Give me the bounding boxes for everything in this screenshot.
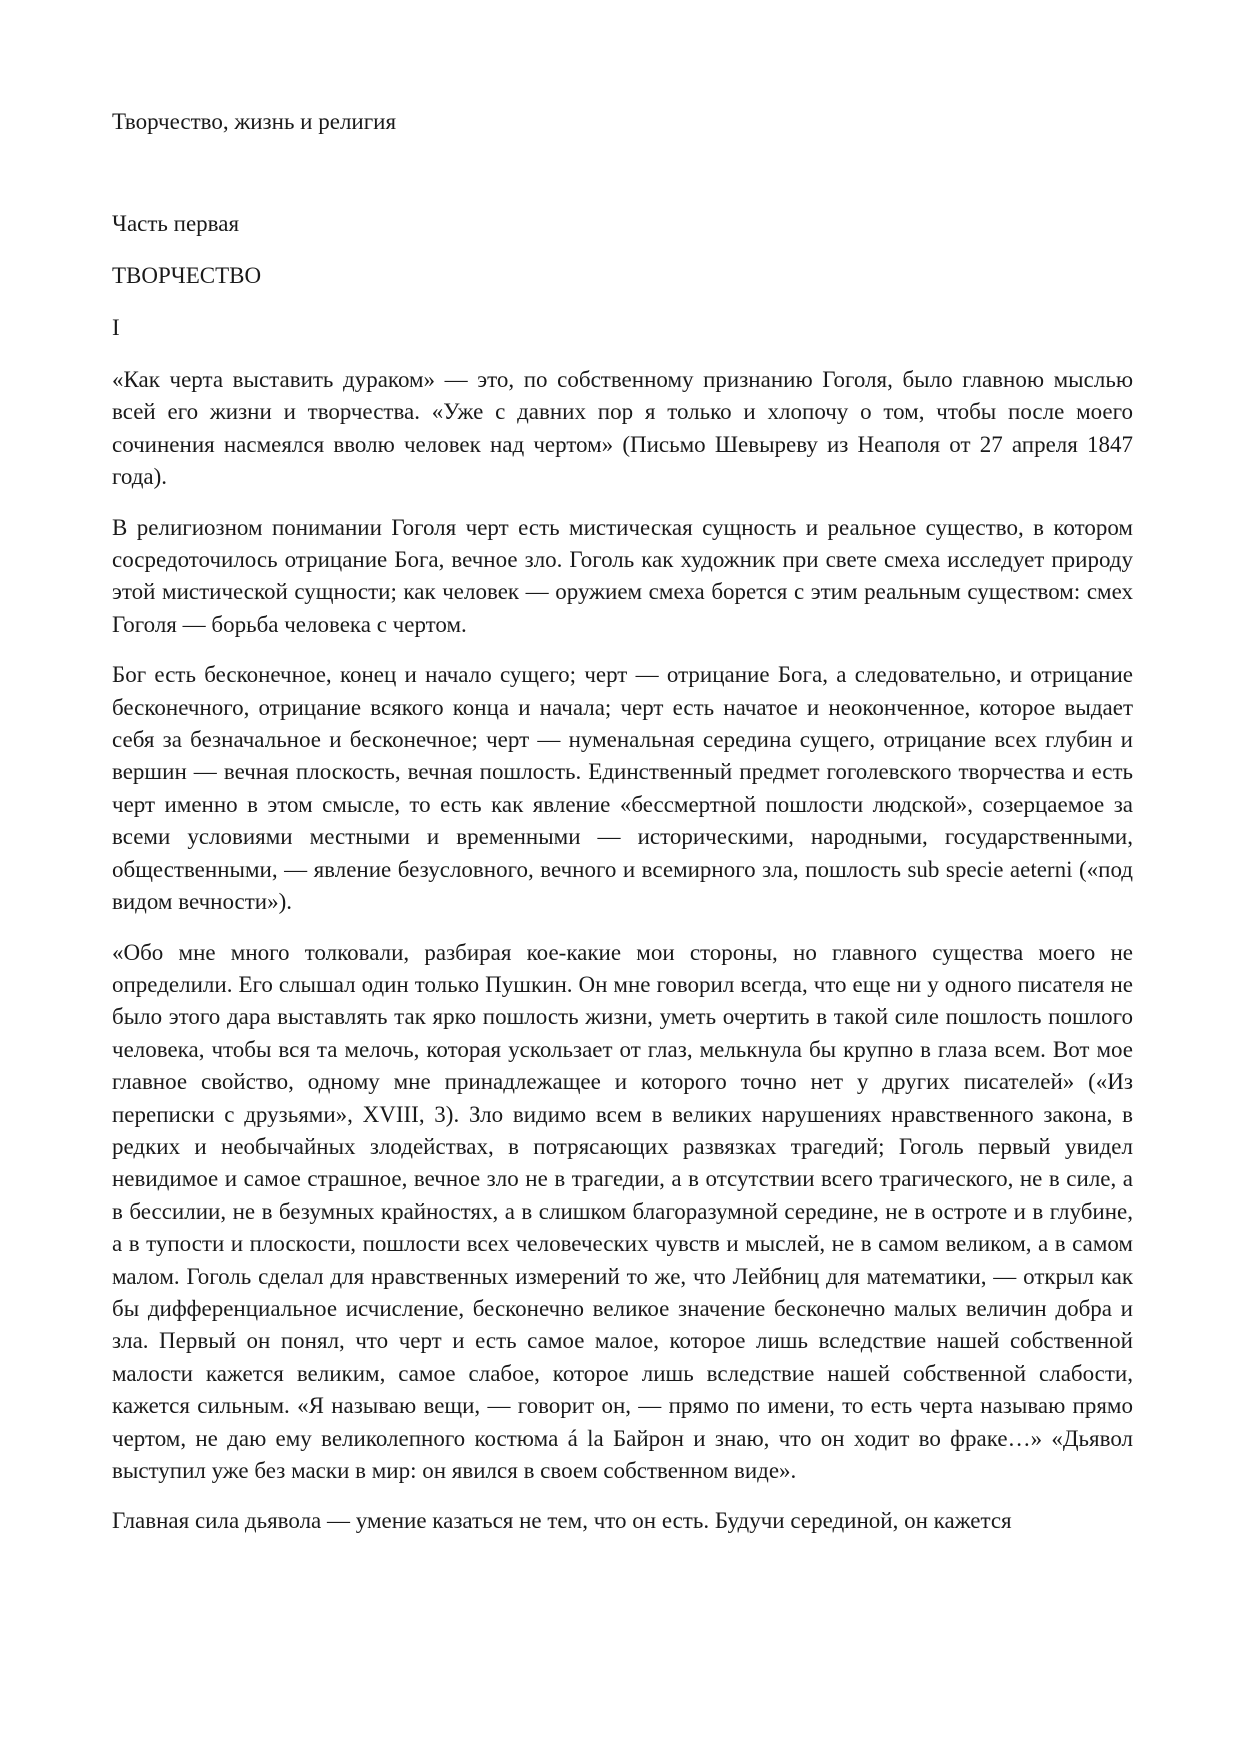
chapter-number: I — [112, 315, 120, 340]
paragraph: В религиозном понимании Гоголя черт есть мистическая сущность и реальное существо, в котором сосредоточилось отрицание Бога, вечное зло. Гоголь как художник при свете смеха исследует природу этой мистической сущности; как человек — оружием смеха борется с этим реальным существом: смех Гоголя — борьба человека с чертом. — [112, 514, 1133, 637]
document-title: Творчество, жизнь и религия — [112, 109, 397, 134]
paragraph: «Как черта выставить дураком» — это, по собственному признанию Гоголя, было главною мыслью всей его жизни и творчества. «Уже с давних пор я только и хлопочу о том, чтобы после моего сочинения насмеялся вволю человек над чертом» (Письмо Шевыреву из Неаполя от 27 апреля 1847 года). — [112, 367, 1133, 490]
paragraph: «Обо мне много толковали, разбирая кое-какие мои стороны, но главного существа моего не определили. Его слышал один только Пушкин. Он мне говорил всегда, что еще ни у одного писателя не было этого дара выставлять так ярко пошлость жизни, уметь очертить в такой силе пошлость пошлого человека, чтобы вся та мелочь, которая ускользает от глаз, мелькнула бы крупно в глаза всем. Вот мое главное свойство, одному мне принадлежащее и которого точно нет у других писателей» («Из переписки с друзьями», XVIII, 3). Зло видимо всем в великих нарушениях нравственного закона, в редких и необычайных злодействах, в потрясающих развязках трагедий; Гоголь первый увидел невидимое и самое страшное, вечное зло не в трагедии, а в отсутствии всего трагического, не в силе, а в бессилии, не в безумных крайностях, а в слишком благоразумной середине, не в остроте и в глубине, а в тупости и плоскости, пошлости всех человеческих чувств и мыслей, не в самом великом, а в самом малом. Гоголь сделал для нравственных измерений то же, что Лейбниц для математики, — открыл как бы дифференциальное исчисление, бесконечно великое значение бесконечно малых величин добра и зла. Первый он понял, что черт и есть самое малое, которое лишь вследствие нашей собственной малости кажется великим, самое слабое, которое лишь вследствие нашей собственной слабости, кажется сильным. «Я называю вещи, — говорит он, — прямо по имени, то есть черта называю прямо чертом, не даю ему великолепного костюма á la Байрон и знаю, что он ходит во фраке…» «Дьявол выступил уже без маски в мир: он явился в своем собственном виде». — [112, 939, 1133, 1483]
paragraph: Главная сила дьявола — умение казаться не тем, что он есть. Будучи серединой, он кажется — [112, 1508, 1012, 1534]
paragraph: Бог есть бесконечное, конец и начало сущего; черт — отрицание Бога, а следовательно, и отрицание бесконечного, отрицание всякого конца и начала; черт есть начатое и неоконченное, которое выдает себя за безначальное и бесконечное; черт — нуменальная середина сущего, отрицание всех глубин и вершин — вечная плоскость, вечная пошлость. Единственный предмет гоголевского творчества и есть черт именно в этом смысле, то есть как явление «бессмертной пошлости людской», созерцаемое за всеми условиями местными и временными — историческими, народными, государственными, общественными, — явление безусловного, вечного и всемирного зла, пошлость sub specie aeterni («под видом вечности»). — [112, 662, 1133, 915]
part-label: Часть первая — [112, 211, 240, 236]
document-body — [112, 106, 1133, 1538]
section-title: ТВОРЧЕСТВО — [112, 263, 262, 288]
